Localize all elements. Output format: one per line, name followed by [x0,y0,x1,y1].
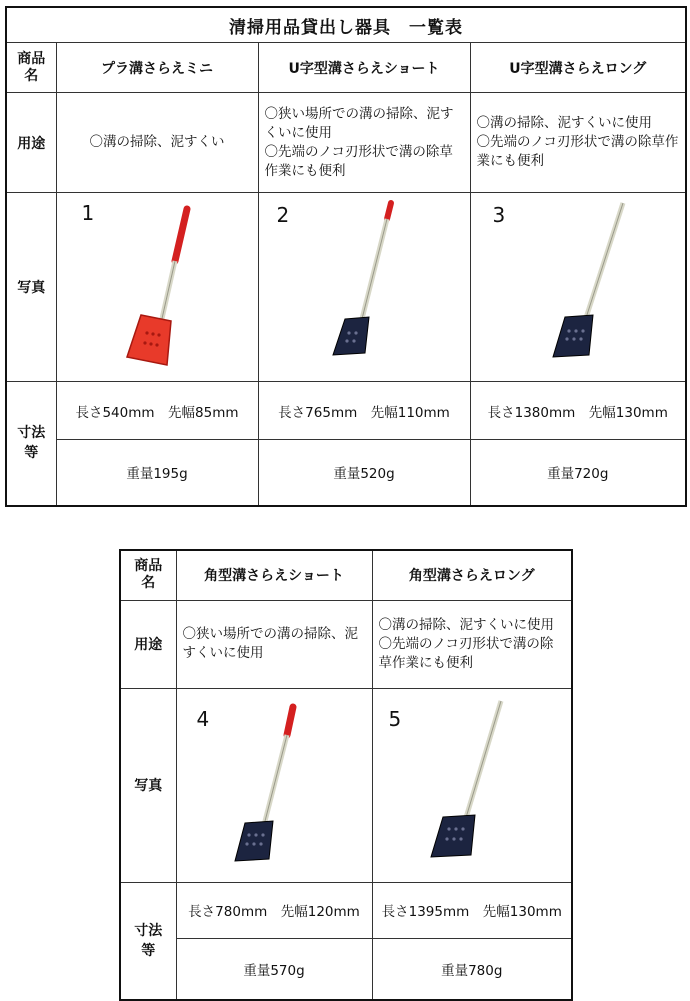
usage-5: 〇溝の掃除、泥すくいに使用 〇先端のノコ刃形状で溝の除草作業にも便利 [372,600,572,688]
product-name-4: 角型溝さらえショート [176,550,372,600]
photo-cell-2 [258,193,470,382]
label-photo-2: 写真 [120,688,176,882]
lending-tools-table-2 [119,549,573,1001]
usage-1: 〇溝の掃除、泥すくい [56,93,258,193]
label-product-name: 商品 名 [6,43,56,93]
label-usage: 用途 [6,93,56,193]
usage-3: 〇溝の掃除、泥すくいに使用 〇先端のノコ刃形状で溝の除草作業にも便利 [470,93,686,193]
label-usage-2: 用途 [120,600,176,688]
photo-number-3: 3 [492,203,506,227]
label-dimensions-2: 寸法 等 [120,882,176,1000]
product-name-3: U字型溝さらえロング [470,43,686,93]
weight-4: 重量570g [176,938,372,1000]
product-name-2: U字型溝さらえショート [258,43,470,93]
label-dimensions: 寸法 等 [6,382,56,506]
photo-cell-4 [176,688,372,882]
photo-cell-5 [372,688,572,882]
length-5: 長さ1395mm 先幅130mm [372,882,572,938]
weight-5: 重量780g [372,938,572,1000]
photo-number-4: 4 [196,706,210,731]
photo-number-5: 5 [388,706,402,731]
photo-number-2: 2 [276,203,290,227]
usage-2: 〇狭い場所での溝の掃除、泥すくいに使用 〇先端のノコ刃形状で溝の除草作業にも便利 [258,93,470,193]
u-shaped-scoop-short-image [259,193,471,381]
weight-3: 重量720g [470,440,686,506]
product-name-5: 角型溝さらえロング [372,550,572,600]
label-product-name-2: 商品 名 [120,550,176,600]
photo-number-1: 1 [81,201,95,225]
length-1: 長さ540mm 先幅85mm [56,382,258,440]
label-photo: 写真 [6,193,56,382]
photo-cell-3 [470,193,686,382]
length-2: 長さ765mm 先幅110mm [258,382,470,440]
usage-4: 〇狭い場所での溝の掃除、泥すくいに使用 [176,600,372,688]
length-4: 長さ780mm 先幅120mm [176,882,372,938]
table-title: 清掃用品貸出し器具 一覧表 [6,7,686,43]
weight-1: 重量195g [56,440,258,506]
lending-tools-table-1 [5,6,687,507]
square-scoop-long-image [373,689,573,882]
photo-cell-1 [56,193,258,382]
weight-2: 重量520g [258,440,470,506]
length-3: 長さ1380mm 先幅130mm [470,382,686,440]
product-name-1: プラ溝さらえミニ [56,43,258,93]
